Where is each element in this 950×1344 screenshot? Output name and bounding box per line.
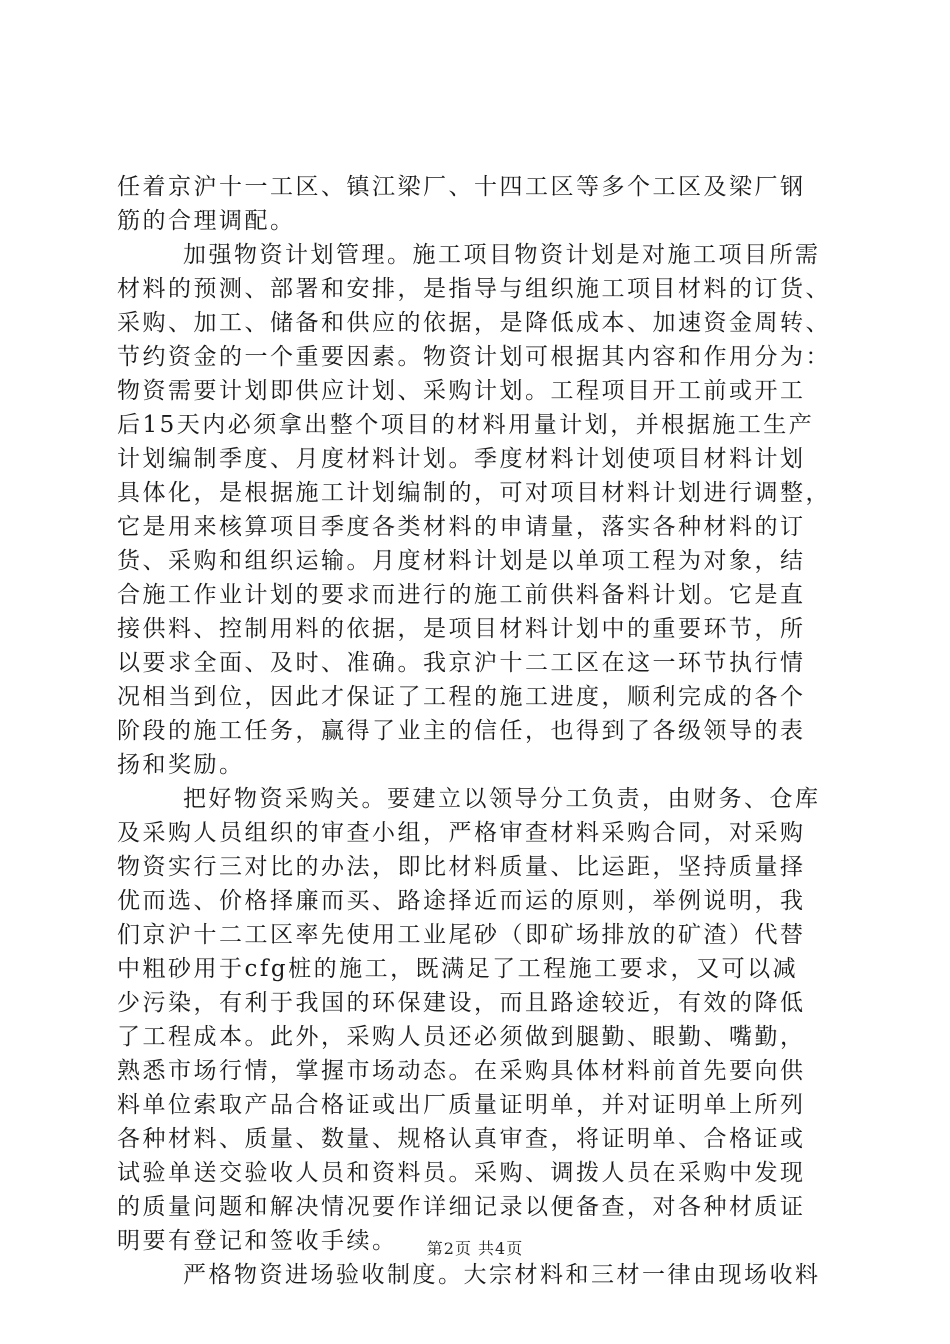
- text-line: 少污染，有利于我国的环保建设，而且路途较近，有效的降低: [117, 990, 806, 1016]
- page-footer: 第2页 共4页: [426, 1239, 524, 1258]
- text-line: 材料的预测、部署和安排，是指导与组织施工项目材料的订货、: [117, 276, 831, 302]
- text-line: 优而选、价格择廉而买、路途择近而运的原则，举例说明，我: [117, 888, 806, 914]
- text-line: 况相当到位，因此才保证了工程的施工进度，顺利完成的各个: [117, 684, 806, 710]
- paragraph-first-line: 加强物资计划管理。施工项目物资计划是对施工项目所需: [183, 242, 821, 268]
- text-line: 的质量问题和解决情况要作详细记录以便备查，对各种材质证: [117, 1194, 806, 1220]
- text-line: 阶段的施工任务，赢得了业主的信任，也得到了各级领导的表: [117, 718, 806, 744]
- text-line: 它是用来核算项目季度各类材料的申请量，落实各种材料的订: [117, 514, 806, 540]
- text-line: 计划编制季度、月度材料计划。季度材料计划使项目材料计划: [117, 446, 806, 472]
- text-line: 料单位索取产品合格证或出厂质量证明单，并对证明单上所列: [117, 1092, 806, 1118]
- text-line: 筋的合理调配。: [117, 208, 296, 234]
- paragraph-first-line: 把好物资采购关。要建立以领导分工负责，由财务、仓库: [183, 786, 821, 812]
- text-line: 合施工作业计划的要求而进行的施工前供料备料计划。它是直: [117, 582, 806, 608]
- text-line: 采购、加工、储备和供应的依据，是降低成本、加速资金周转、: [117, 310, 831, 336]
- text-line: 中粗砂用于cfg桩的施工，既满足了工程施工要求，又可以减: [117, 956, 799, 982]
- text-line: 明要有登记和签收手续。: [117, 1228, 398, 1254]
- text-line: 熟悉市场行情，掌握市场动态。在采购具体材料前首先要向供: [117, 1058, 806, 1084]
- text-line: 任着京沪十一工区、镇江梁厂、十四工区等多个工区及梁厂钢: [117, 174, 806, 200]
- text-line: 们京沪十二工区率先使用工业尾砂（即矿场排放的矿渣）代替: [117, 922, 806, 948]
- text-line: 以要求全面、及时、准确。我京沪十二工区在这一环节执行情: [117, 650, 806, 676]
- text-line: 货、采购和组织运输。月度材料计划是以单项工程为对象，结: [117, 548, 806, 574]
- text-line: 物资需要计划即供应计划、采购计划。工程项目开工前或开工: [117, 378, 806, 404]
- text-line: 试验单送交验收人员和资料员。采购、调拨人员在采购中发现: [117, 1160, 806, 1186]
- text-line: 及采购人员组织的审查小组，严格审查材料采购合同，对采购: [117, 820, 806, 846]
- paragraph-first-line: 严格物资进场验收制度。大宗材料和三材一律由现场收料: [183, 1262, 821, 1288]
- text-line: 后15天内必须拿出整个项目的材料用量计划，并根据施工生产: [117, 412, 815, 438]
- document-body: [117, 170, 833, 1292]
- text-line: 节约资金的一个重要因素。物资计划可根据其内容和作用分为：: [117, 344, 831, 370]
- text-line: 了工程成本。此外，采购人员还必须做到腿勤、眼勤、嘴勤，: [117, 1024, 806, 1050]
- text-line: 扬和奖励。: [117, 752, 245, 778]
- text-line: 具体化，是根据施工计划编制的，可对项目材料计划进行调整，: [117, 480, 831, 506]
- text-line: 接供料、控制用料的依据，是项目材料计划中的重要环节，所: [117, 616, 806, 642]
- text-line: 各种材料、质量、数量、规格认真审查，将证明单、合格证或: [117, 1126, 806, 1152]
- text-line: 物资实行三对比的办法，即比材料质量、比运距，坚持质量择: [117, 854, 806, 880]
